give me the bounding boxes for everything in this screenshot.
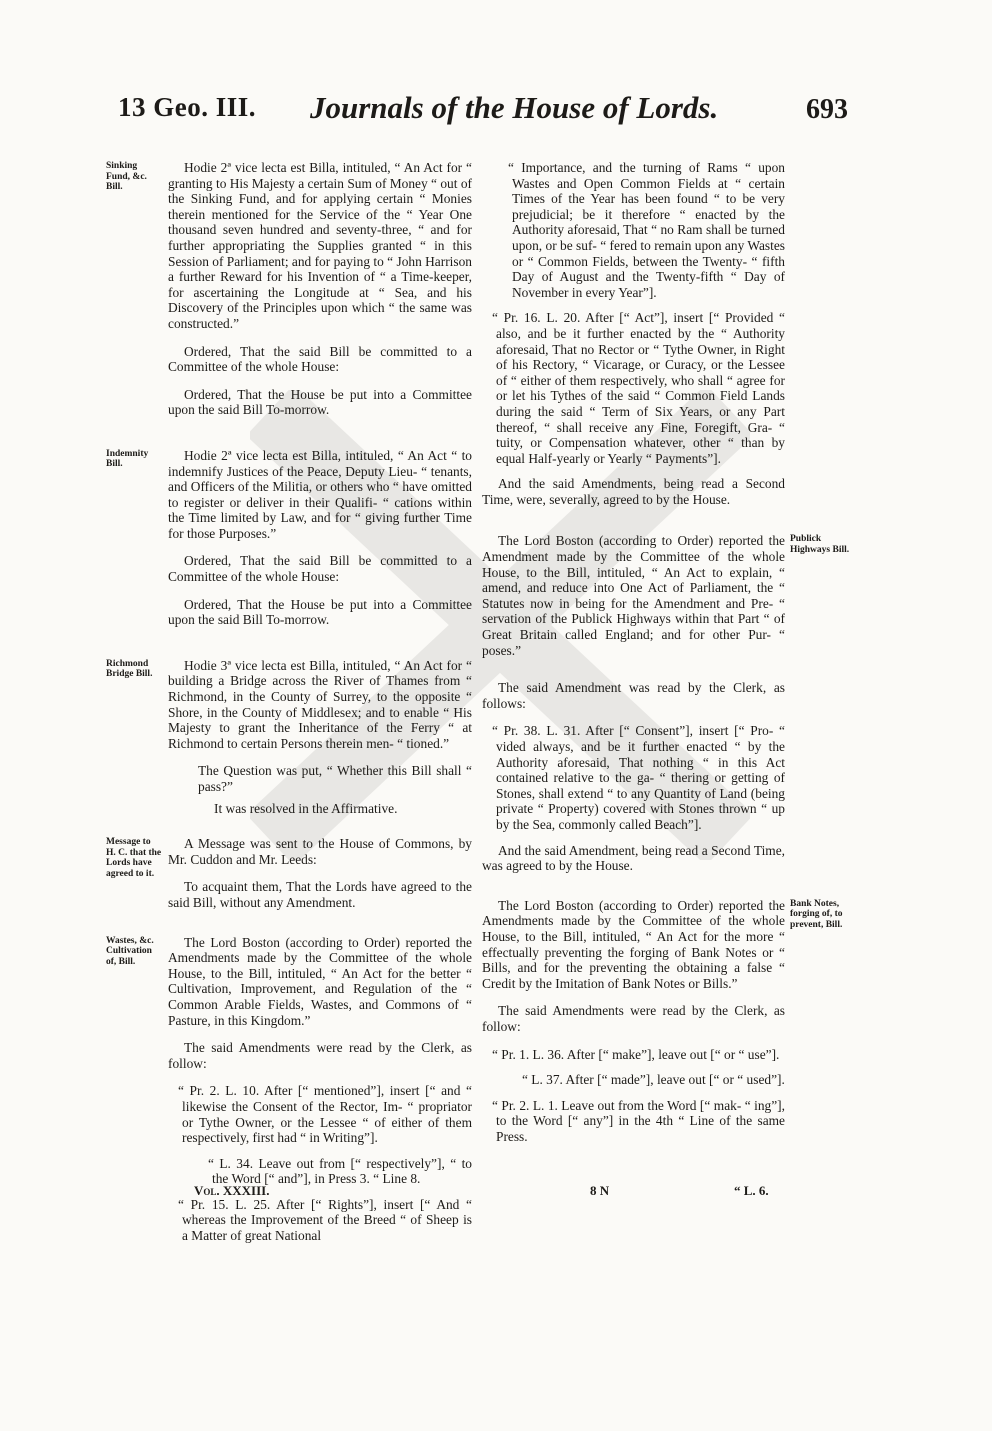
- message-entry: [106, 836, 472, 910]
- report-paragraph: The Lord Boston (according to Order) reported the Amendments made by the Committee of the whole House, to the Bill, intituled, “ An Act for the better “ Cultivation, Improvement, and Regulation of the “ Common Arable Fields, Wastes, and Commons of “ Pasture, in this Kingdom.”: [168, 934, 472, 1028]
- amendment-text: “ L. 34. Leave out from [“ respectively”], “ to the Word [“ and”], in Press 3. “ Line 8.: [208, 1155, 472, 1187]
- amendment-text: “ Pr. 1. L. 36. After [“ make”], leave out [“ or “ use”].: [492, 1046, 780, 1062]
- report-paragraph: The Lord Boston (according to Order) reported the Amendments made by the Committee of the whole House, to the Bill, intituled, “ An Act for the more “ effectually preventing the forging of Bank Notes or “ Bills, and for the preventing the obtaining a false “ Credit by the Imitation of Bank Notes or Bills.”: [482, 897, 785, 991]
- amendment-continuation: “ Importance, and the turning of Rams “ upon Wastes and Open Common Fields at “ certain Times of the Year has been found “ to be very prejudicial; be it therefore “ enacted by the Authority aforesaid, That “ no Ram shall be turned upon, or be suf- “ fered to remain upon any Wastes or “ Common Fields, between the Twenty- “ fifth Day of August and the Twenty-fifth “ Day of November in every Year”].: [508, 160, 785, 300]
- read-paragraph: The said Amendments were read by the Clerk, as follow:: [168, 1040, 472, 1071]
- margin-note: Wastes, &c. Cultivation of, Bill.: [106, 935, 154, 967]
- amendment-text: “ Pr. 15. L. 25. After [“ Rights”], insert [“ And “ whereas the Improvement of the Breed “ of Sheep is a Matter of great National: [178, 1196, 472, 1244]
- indemnity-entry: [106, 447, 472, 628]
- reading-paragraph: Hodie 2ª vice lecta est Billa, intituled, “ An Act for “ granting to His Majesty a certain Sum of Money “ out of the Sinking Fund, and for applying certain “ Monies therein mentioned for the Service of the “ Year One thousand seven hundred and seventy-three, “ and for further appropriating the Supplies granted “ in this Session of Parliament; and for paying to “ John Harrison a further Reward for his Invention of “ a Time-keeper, for ascertaining the Longitude at “ Sea, and his Discovery of the Principles upon which “ the same was constructed.”: [168, 160, 472, 331]
- report-paragraph: The Lord Boston (according to Order) reported the Amendment made by the Committee of the whole House, to the Bill, intituled, “ An Act to explain, “ amend, and reduce into One Act of Parliament, the “ Statutes now in being for the Amendment and Pre- “ servation of the Publick Highways within that Part “ of Great Britain called England; and for other Pur- “ poses.”: [482, 533, 785, 658]
- running-header: [118, 88, 848, 138]
- message-paragraph: To acquaint them, That the Lords have agreed to the said Bill, without any Amendment.: [168, 879, 472, 910]
- order-paragraph: Ordered, That the House be put into a Committee upon the said Bill To-morrow.: [168, 596, 472, 628]
- resolution-text: It was resolved in the Affirmative.: [214, 800, 398, 816]
- amendment-text: “ Pr. 38. L. 31. After [“ Consent”], insert [“ Pro- “ vided always, and be it further enacted “ by the Authority aforesaid, That nothing “ in this Act contained relative to the ga- “ thering or getting of Stones, shall extend “ to any Quantity of Land (being private “ Property) covered with Stones thrown “ up by the Sea, commonly called Beach”].: [492, 723, 785, 832]
- journal-title: Journals of the House of Lords.: [310, 90, 719, 125]
- signature-mark: 8 N: [590, 1183, 610, 1198]
- margin-note: Richmond Bridge Bill.: [106, 658, 153, 680]
- richmond-bridge-entry: [106, 657, 472, 816]
- agreed-entry: [482, 476, 785, 507]
- bank-notes-entry: [482, 897, 843, 1145]
- order-paragraph: Ordered, That the said Bill be committed to a Committee of the whole House:: [168, 553, 472, 585]
- reading-paragraph: Hodie 2ª vice lecta est Billa, intituled, “ An Act “ to indemnify Justices of the Peace, Deputy Lieu- “ tenants, and Officers of the Militia, or others who “ have omitted to register or deliver in their Qualifi- “ cations within the Time limited by Law, and for “ giving further Time for those Purposes.”: [168, 447, 472, 541]
- volume-number: Vol. XXXIII.: [194, 1183, 270, 1198]
- page-number: 693: [806, 94, 848, 125]
- margin-note: Sinking Fund, &c. Bill.: [106, 161, 147, 192]
- reading-paragraph: Hodie 3ª vice lecta est Billa, intituled, “ An Act for “ building a Bridge across the River of Thames from “ Richmond, in the County of Surrey, to the opposite “ Shore, in the County of Middlesex; and to enable “ His Majesty to grant the Inheritance of the Ferry “ at Richmond to certain Persons therein men- “ tioned.”: [168, 657, 472, 751]
- margin-note: Message to H. C. that the Lords have agreed to it.: [106, 837, 162, 879]
- margin-note: Indemnity Bill.: [106, 448, 149, 470]
- amendment-text: “ Pr. 16. L. 20. After [“ Act”], insert [“ Provided “ also, and be it further enacted by the “ Authority aforesaid, That no Rector or “ Tythe Owner, in Right of his Rectory, “ Vicarage, or Curacy, or the Lessee of “ either of them respectively, who shall “ agree for or let his Tythes of the said “ Common Field Lands during the said “ Term of Six Years, or any Part thereof, “ shall receive any Fine, Foregift, Gra- “ tuity, or Compensation whatever, other “ than by equal Half-yearly or Yearly “ Payments”].: [492, 310, 785, 466]
- highways-entry: [482, 533, 850, 874]
- catchword: “ L. 6.: [734, 1183, 769, 1198]
- amendment-text: “ Pr. 2. L. 10. After [“ mentioned”], insert [“ and “ likewise the Consent of the Rector, Im- “ propriator or Tythe Owner, or the Lessee “ of either of them respectively, first had “ in Writing”].: [178, 1083, 472, 1146]
- margin-note: Publick Highways Bill.: [790, 534, 850, 555]
- order-paragraph: Ordered, That the said Bill be committed to a Committee of the whole House:: [168, 343, 472, 375]
- sinking-fund-entry: [106, 160, 472, 418]
- agreed-paragraph: And the said Amendment, being read a Second Time, was agreed to by the House.: [482, 842, 785, 874]
- amendment-text: “ Pr. 2. L. 1. Leave out from the Word [“ mak- “ ing”], to the Word [“ any”] in the 4th “ Line of the same Press.: [492, 1097, 785, 1144]
- left-column: [106, 160, 472, 1256]
- order-paragraph: Ordered, That the House be put into a Committee upon the said Bill To-morrow.: [168, 386, 472, 418]
- agreed-paragraph: And the said Amendments, being read a Second Time, were, severally, agreed to by the House.: [482, 476, 785, 507]
- amendment-text: “ L. 37. After [“ made”], leave out [“ or “ used”].: [522, 1072, 785, 1088]
- regnal-year: 13 Geo. III.: [118, 92, 257, 122]
- read-paragraph: The said Amendments were read by the Clerk, as follow:: [482, 1003, 785, 1034]
- margin-note: Bank Notes, forging of, to prevent, Bill.: [790, 898, 843, 930]
- right-column: [482, 160, 850, 1156]
- message-paragraph: A Message was sent to the House of Commons, by Mr. Cuddon and Mr. Leeds:: [168, 836, 472, 867]
- question-text: The Question was put, “ Whether this Bill shall “ pass?”: [198, 763, 472, 794]
- read-paragraph: The said Amendment was read by the Clerk, as follows:: [482, 680, 785, 711]
